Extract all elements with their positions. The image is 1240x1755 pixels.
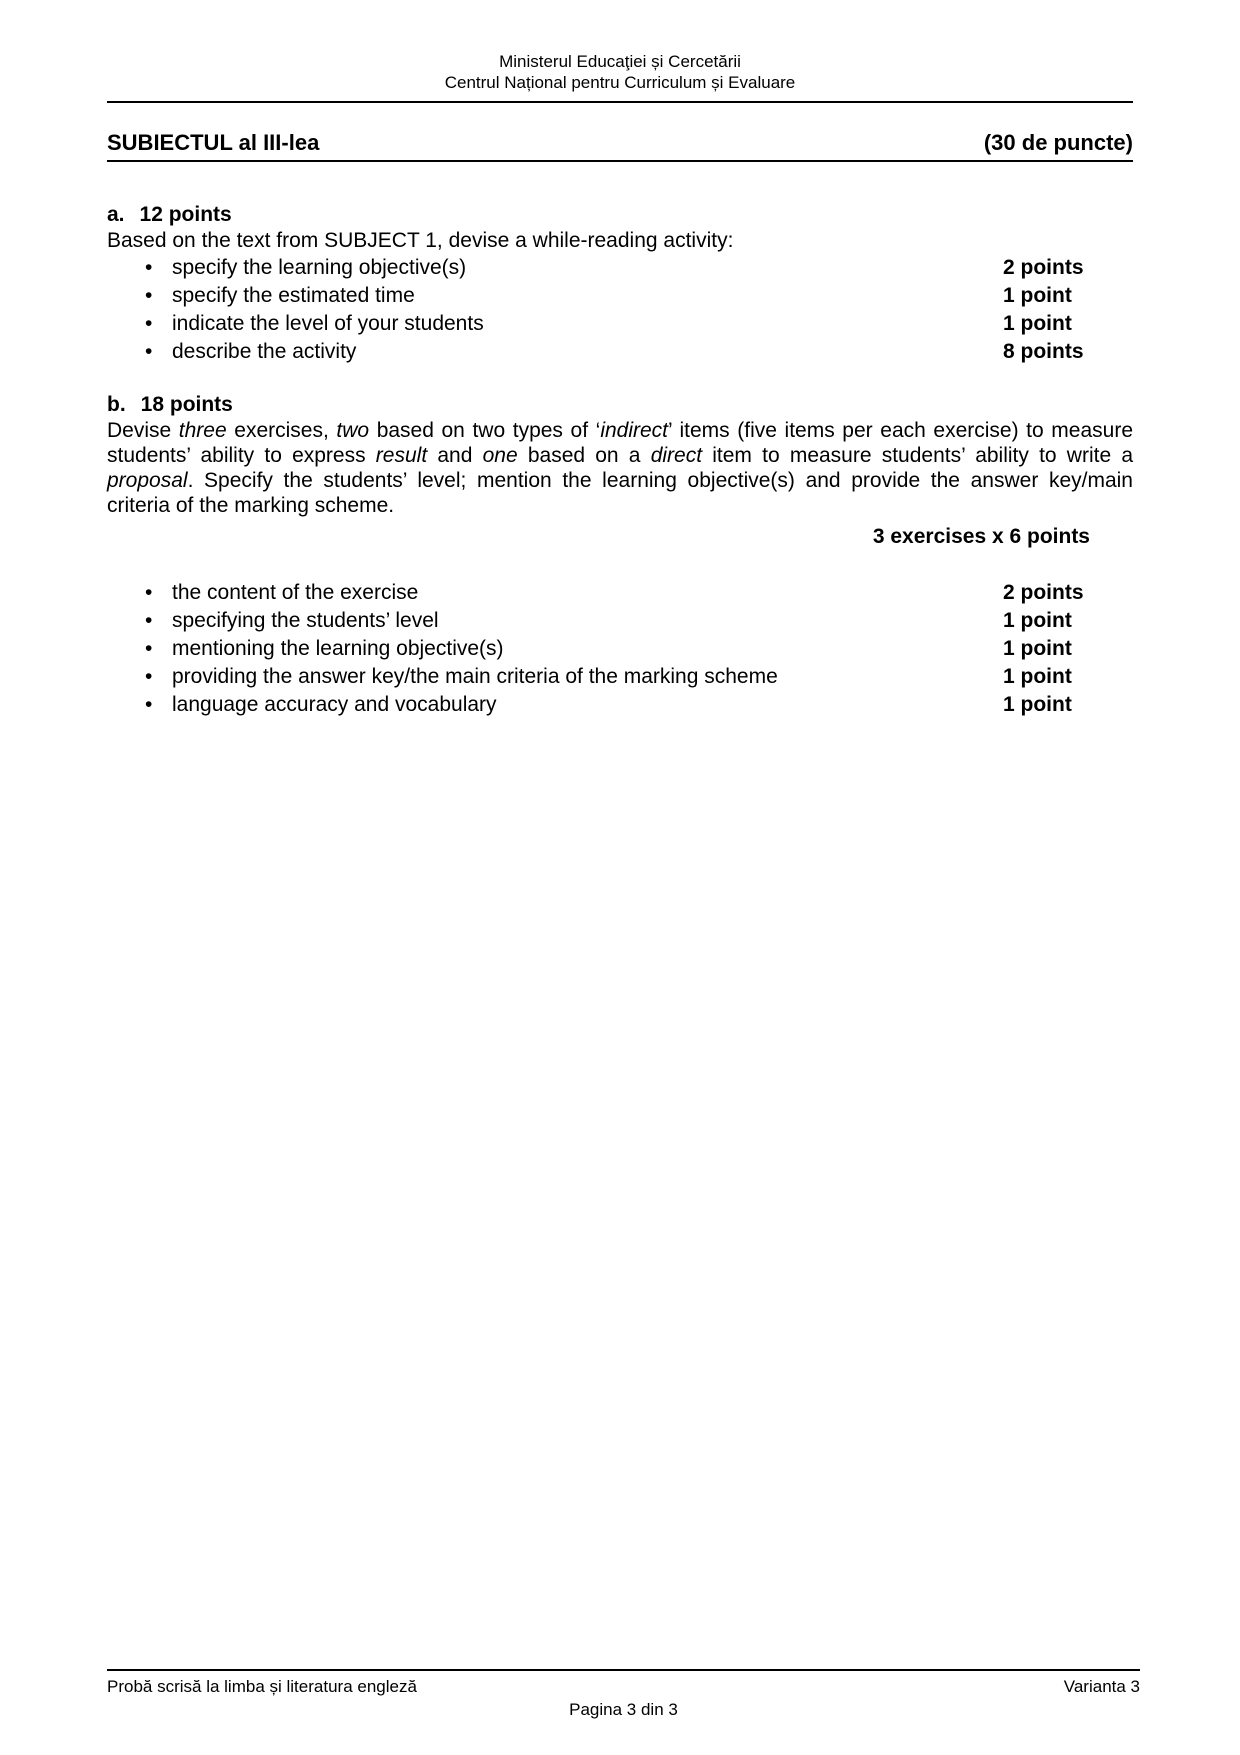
header-line-1: Ministerul Educaţiei și Cercetării — [499, 52, 741, 71]
section-a-list — [107, 254, 1133, 366]
bullet-icon: • — [145, 312, 153, 335]
item-points: 2 points — [1003, 581, 1084, 604]
list-item-text: providing the answer key/the main criteria of the marking scheme — [172, 665, 778, 688]
list-item-text: indicate the level of your students — [172, 312, 484, 335]
footer-variant: Varianta 3 — [1063, 1677, 1140, 1696]
list-item-text: language accuracy and vocabulary — [172, 693, 497, 716]
list-item-text: specify the estimated time — [172, 284, 415, 307]
item-points: 1 point — [1003, 665, 1072, 688]
ministry-header — [107, 0, 1133, 93]
list-item — [107, 579, 1133, 607]
exercises-points-line: 3 exercises x 6 points — [872, 525, 1090, 548]
item-points: 8 points — [1003, 340, 1084, 363]
bullet-icon: • — [145, 340, 153, 363]
item-points: 1 point — [1003, 637, 1072, 660]
section-a-intro: Based on the text from SUBJECT 1, devise a while-reading activity: — [107, 229, 734, 252]
list-item — [107, 282, 1133, 310]
page-content — [107, 0, 1133, 719]
list-item-text: describe the activity — [172, 340, 357, 363]
list-item — [107, 338, 1133, 366]
list-item-text: the content of the exercise — [172, 581, 419, 604]
bullet-icon: • — [145, 256, 153, 279]
section-b-list — [107, 579, 1133, 719]
item-points: 2 points — [1003, 256, 1084, 279]
bullet-icon: • — [145, 284, 153, 307]
list-item-text: specify the learning objective(s) — [172, 256, 467, 279]
footer-exam-name: Probă scrisă la limba și literatura engleză — [107, 1677, 417, 1696]
bullet-icon: • — [145, 637, 153, 660]
header-line-2: Centrul Național pentru Curriculum și Evaluare — [444, 73, 796, 92]
section-b-points: 18 points — [140, 393, 233, 416]
item-points: 1 point — [1003, 312, 1072, 335]
subject-total-points: (30 de puncte) — [983, 130, 1133, 155]
list-item — [107, 635, 1133, 663]
bullet-icon: • — [145, 581, 153, 604]
section-b-letter: b. — [107, 393, 126, 416]
bullet-icon: • — [145, 609, 153, 632]
list-item — [107, 691, 1133, 719]
header-rule — [107, 101, 1133, 103]
list-item — [107, 310, 1133, 338]
list-item — [107, 254, 1133, 282]
list-item — [107, 607, 1133, 635]
subject-title-row — [107, 130, 1133, 162]
page-footer — [107, 1669, 1140, 1720]
section-b-heading — [107, 392, 1133, 418]
section-b-paragraph: Devise three exercises, two based on two types of ‘indirect’ items (five items per each exercise) to measure students’ ability to express result and one based on a direct item to measure students’ ability to write a proposal. Specify the students’ level; mention the learning objective(s) and provide the answer key/main criteria of the marking scheme. — [107, 419, 1134, 517]
item-points: 1 point — [1003, 693, 1072, 716]
section-a-heading — [107, 202, 1133, 228]
list-item — [107, 663, 1133, 691]
item-points: 1 point — [1003, 284, 1072, 307]
bullet-icon: • — [145, 665, 153, 688]
subject-title: SUBIECTUL al III-lea — [107, 130, 320, 155]
section-a-points: 12 points — [139, 203, 232, 226]
list-item-text: specifying the students’ level — [172, 609, 439, 632]
section-a-letter: a. — [107, 203, 125, 226]
bullet-icon: • — [145, 693, 153, 716]
list-item-text: mentioning the learning objective(s) — [172, 637, 504, 660]
item-points: 1 point — [1003, 609, 1072, 632]
footer-row — [107, 1671, 1140, 1697]
footer-page-number: Pagina 3 din 3 — [569, 1700, 678, 1719]
